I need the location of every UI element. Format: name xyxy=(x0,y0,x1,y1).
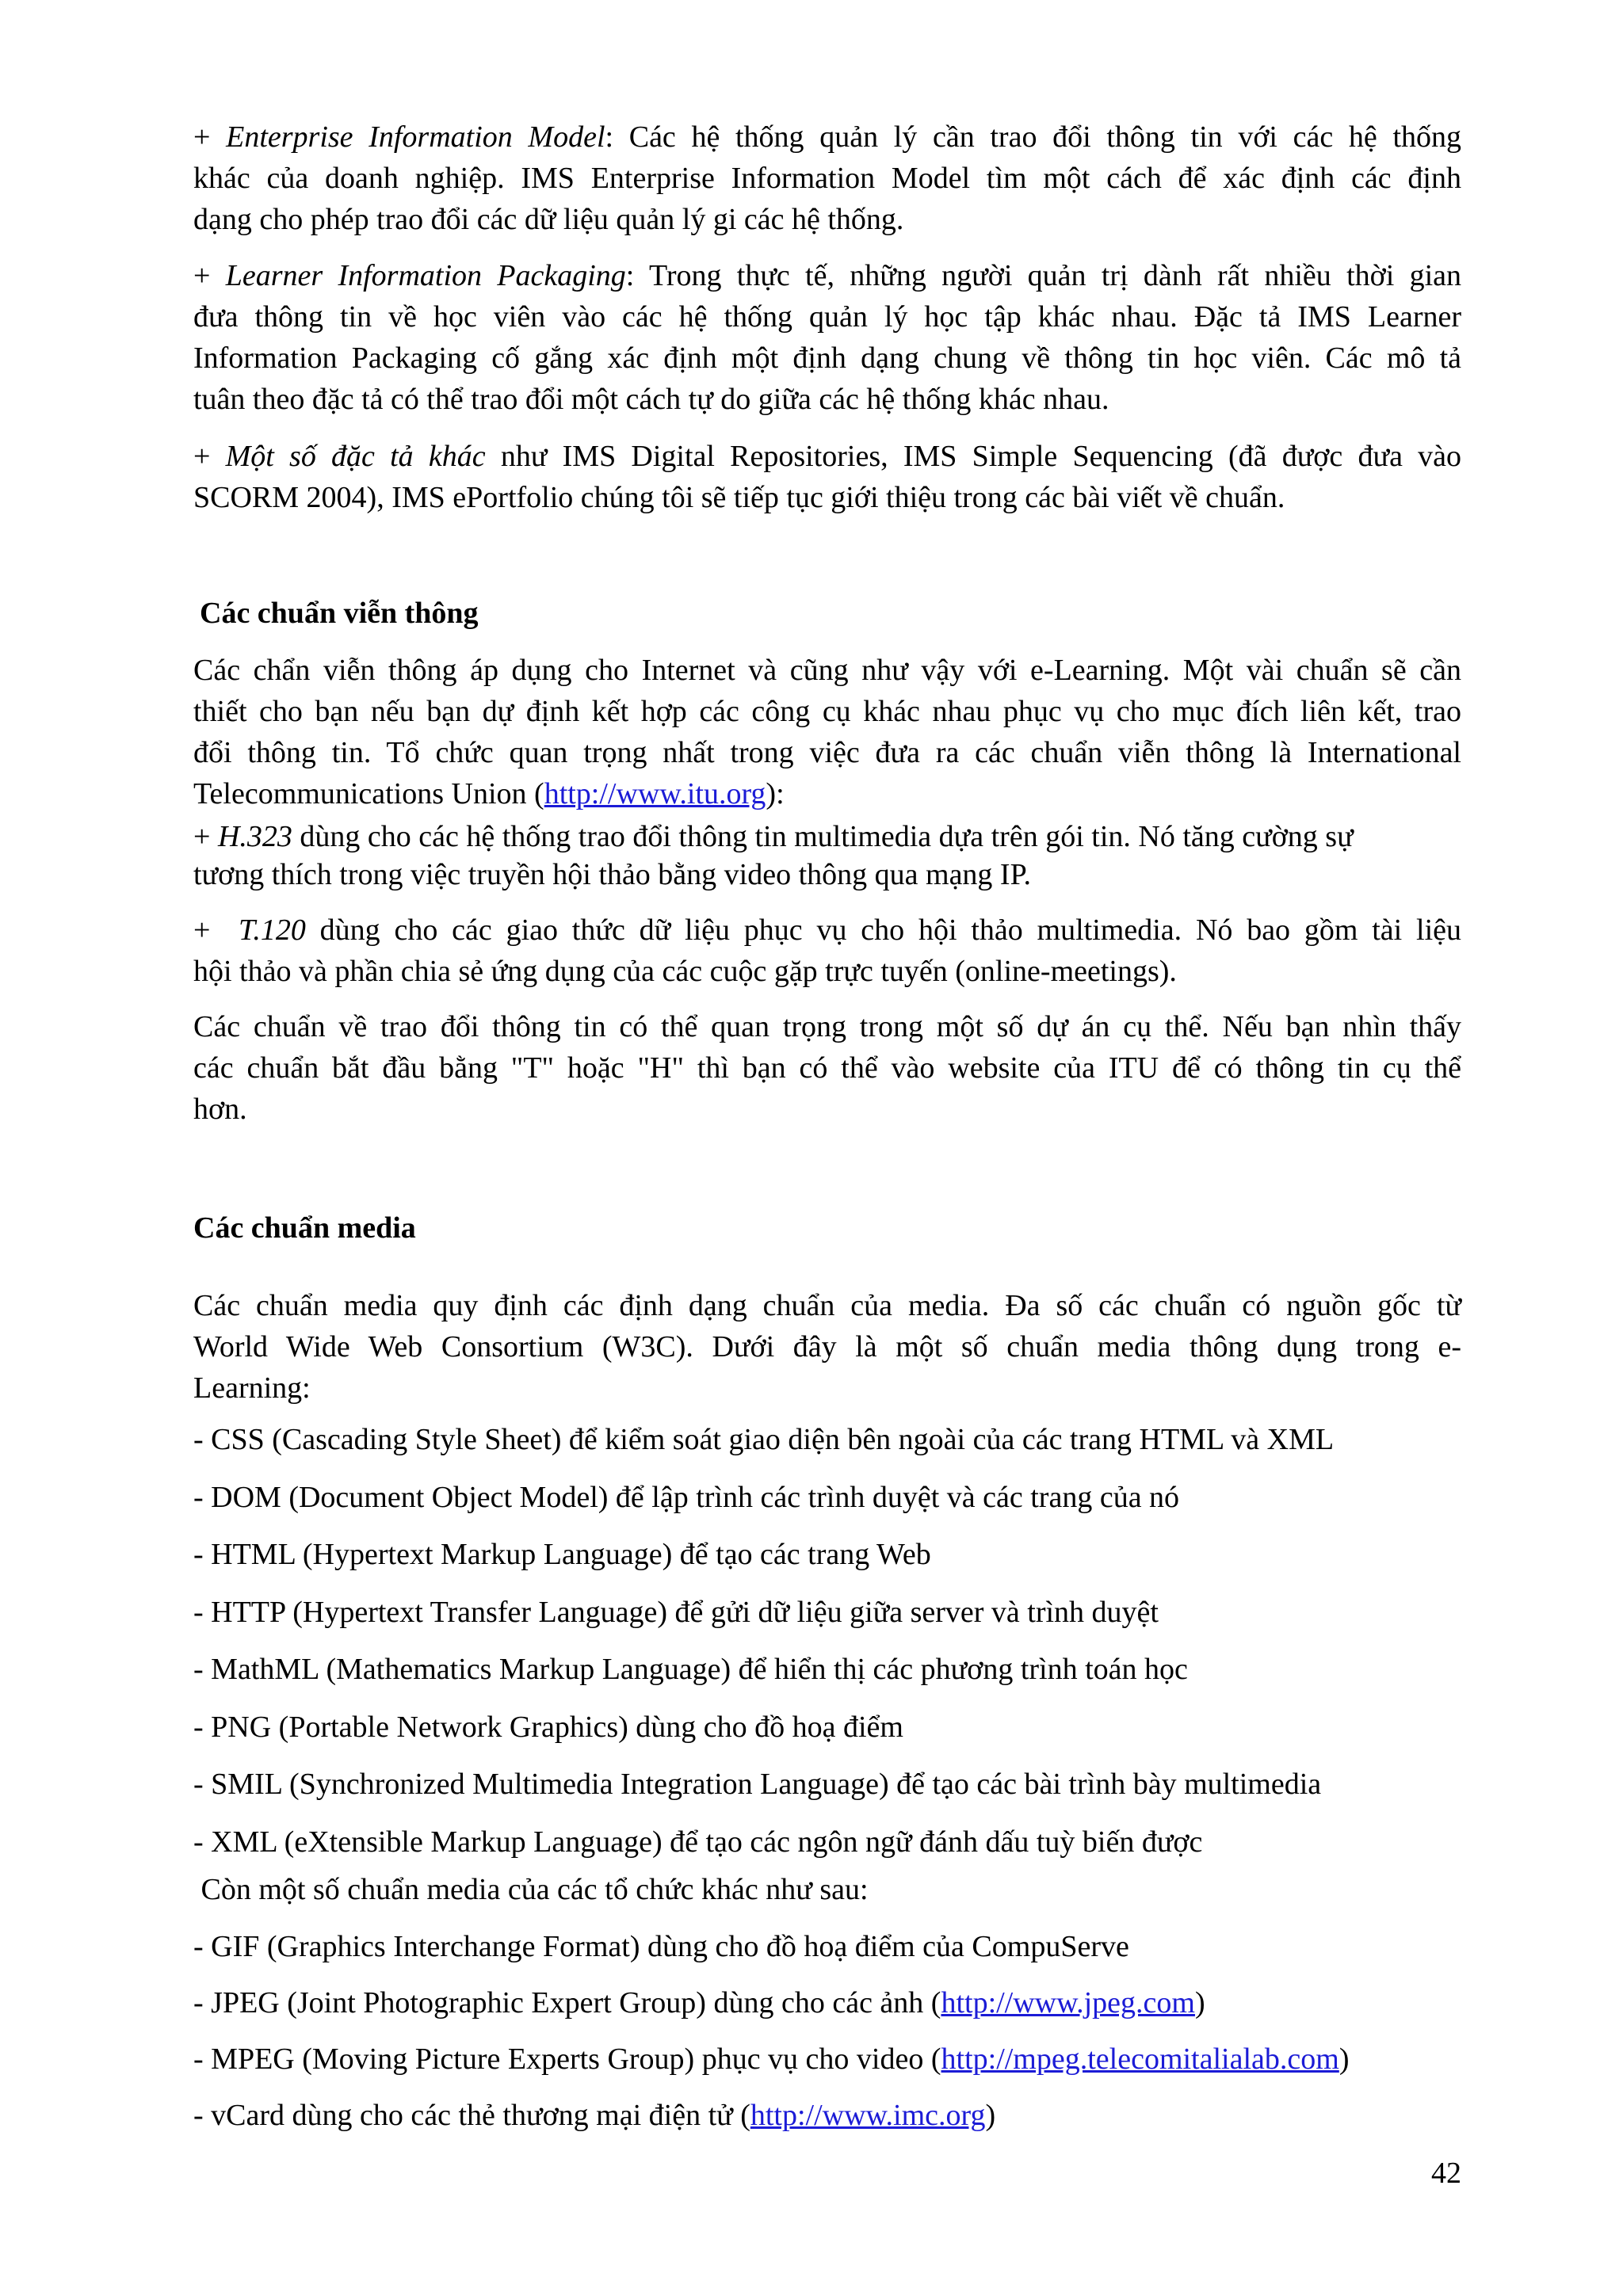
text-line: Các chẩn viễn thông áp dụng cho Internet và cũng như vậy với e-Learning. Một vài chuẩn sẽ cần xyxy=(193,654,1461,687)
text-line: Learning: xyxy=(193,1371,311,1405)
term-learner-information-packaging: Learner Information Packaging xyxy=(225,259,626,292)
t120-item xyxy=(193,910,1461,992)
page-number: 42 xyxy=(1431,2157,1461,2190)
media-intro xyxy=(193,1285,1461,1409)
media-heading: Các chuẩn media xyxy=(193,1211,416,1245)
term-t120: T.120 xyxy=(239,913,306,947)
list-item: - GIF (Graphics Interchange Format) dùng cho đồ hoạ điểm của CompuServe xyxy=(193,1930,1129,1963)
text-line: + T.120 dùng cho các giao thức dữ liệu phục vụ cho hội thảo multimedia. Nó bao gồm tài liệu xyxy=(193,913,1461,947)
term-other-specs: Một số đặc tả khác xyxy=(225,440,486,473)
text-line: + H.323 dùng cho các hệ thống trao đổi thông tin multimedia dựa trên gói tin. Nó tăng cường sự xyxy=(193,820,1354,853)
other-media-intro: Còn một số chuẩn media của các tổ chức khác như sau: xyxy=(193,1873,869,1906)
text-line: dạng cho phép trao đổi các dữ liệu quản lý gi các hệ thống. xyxy=(193,203,904,236)
itu-link[interactable]: http://www.itu.org xyxy=(544,777,766,810)
list-item: - XML (eXtensible Markup Language) để tạo các ngôn ngữ đánh dấu tuỳ biến được xyxy=(193,1825,1203,1859)
text-line: + Enterprise Information Model: Các hệ thống quản lý cần trao đổi thông tin với các hệ thống xyxy=(193,120,1462,154)
other-media-list xyxy=(193,1919,1461,2144)
list-item: - MPEG (Moving Picture Experts Group) phục vụ cho video (http://mpeg.telecomitalialab.com) xyxy=(193,2042,1350,2076)
telecom-heading: Các chuẩn viễn thông xyxy=(200,597,479,630)
h323-item xyxy=(193,818,1461,894)
list-item: - CSS (Cascading Style Sheet) để kiểm soát giao diện bên ngoài của các trang HTML và XML xyxy=(193,1423,1335,1456)
telecom-closing xyxy=(193,1006,1461,1130)
text-line: + Một số đặc tả khác như IMS Digital Repositories, IMS Simple Sequencing (đã được đưa vào xyxy=(193,440,1462,473)
list-item: - HTTP (Hypertext Transfer Language) để gửi dữ liệu giữa server và trình duyệt xyxy=(193,1595,1159,1629)
text-line: Telecommunications Union (http://www.itu.org): xyxy=(193,777,785,810)
text-line: đổi thông tin. Tổ chức quan trọng nhất trong việc đưa ra các chuẩn viễn thông là International xyxy=(193,736,1461,769)
mpeg-link[interactable]: http://mpeg.telecomitalialab.com xyxy=(941,2042,1339,2076)
text-line: hơn. xyxy=(193,1093,247,1126)
jpeg-link[interactable]: http://www.jpeg.com xyxy=(941,1986,1195,2019)
text-line: + Learner Information Packaging: Trong thực tế, những người quản trị dành rất nhiều thời gian xyxy=(193,259,1461,292)
list-item: - MathML (Mathematics Markup Language) để hiển thị các phương trình toán học xyxy=(193,1653,1188,1686)
text-line: tương thích trong việc truyền hội thảo bằng video thông qua mạng IP. xyxy=(193,858,1032,891)
w3c-media-list xyxy=(193,1411,1461,1871)
term-enterprise-information-model: Enterprise Information Model xyxy=(226,120,605,154)
term-h323: H.323 xyxy=(217,820,292,853)
text-line: World Wide Web Consortium (W3C). Dưới đây là một số chuẩn media thông dụng trong e- xyxy=(193,1330,1461,1363)
imc-link[interactable]: http://www.imc.org xyxy=(750,2099,986,2132)
list-item: - HTML (Hypertext Markup Language) để tạo các trang Web xyxy=(193,1538,931,1571)
telecom-intro xyxy=(193,650,1461,814)
text-line: thiết cho bạn nếu bạn dự định kết hợp các công cụ khác nhau phục vụ cho mục đích liên kết, trao xyxy=(193,695,1461,728)
text-line: tuân theo đặc tả có thể trao đổi một cách tự do giữa các hệ thống khác nhau. xyxy=(193,383,1109,416)
list-item: - SMIL (Synchronized Multimedia Integration Language) để tạo các bài trình bày multimedia xyxy=(193,1768,1322,1801)
list-item: - JPEG (Joint Photographic Expert Group) dùng cho các ảnh (http://www.jpeg.com) xyxy=(193,1986,1205,2019)
text-line: Information Packaging cố gắng xác định một định dạng chung về thông tin học viên. Các mô tả xyxy=(193,341,1461,375)
list-item: - DOM (Document Object Model) để lập trình các trình duyệt và các trang của nó xyxy=(193,1480,1180,1514)
text-line: khác của doanh nghiệp. IMS Enterprise Information Model tìm một cách để xác định các định xyxy=(193,162,1461,195)
ims-enterprise-item xyxy=(193,116,1461,240)
ims-other-specs-item xyxy=(193,436,1461,518)
list-item: - vCard dùng cho các thẻ thương mại điện tử (http://www.imc.org) xyxy=(193,2099,996,2132)
ims-learner-item xyxy=(193,255,1461,420)
text-line: hội thảo và phần chia sẻ ứng dụng của các cuộc gặp trực tuyến (online-meetings). xyxy=(193,955,1177,988)
text-line: các chuẩn bắt đầu bằng "T" hoặc "H" thì bạn có thể vào website của ITU để có thông tin cụ thể xyxy=(193,1051,1461,1085)
list-item: - PNG (Portable Network Graphics) dùng cho đồ hoạ điểm xyxy=(193,1710,903,1744)
text-line: SCORM 2004), IMS ePortfolio chúng tôi sẽ tiếp tục giới thiệu trong các bài viết về chuẩn. xyxy=(193,481,1285,514)
text-line: đưa thông tin về học viên vào các hệ thống quản lý học tập khác nhau. Đặc tả IMS Learner xyxy=(193,300,1461,334)
text-line: Các chuẩn về trao đổi thông tin có thể quan trọng trong một số dự án cụ thể. Nếu bạn nhìn thấy xyxy=(193,1010,1461,1043)
text-line: Các chuẩn media quy định các định dạng chuẩn của media. Đa số các chuẩn có nguồn gốc từ xyxy=(193,1289,1461,1322)
